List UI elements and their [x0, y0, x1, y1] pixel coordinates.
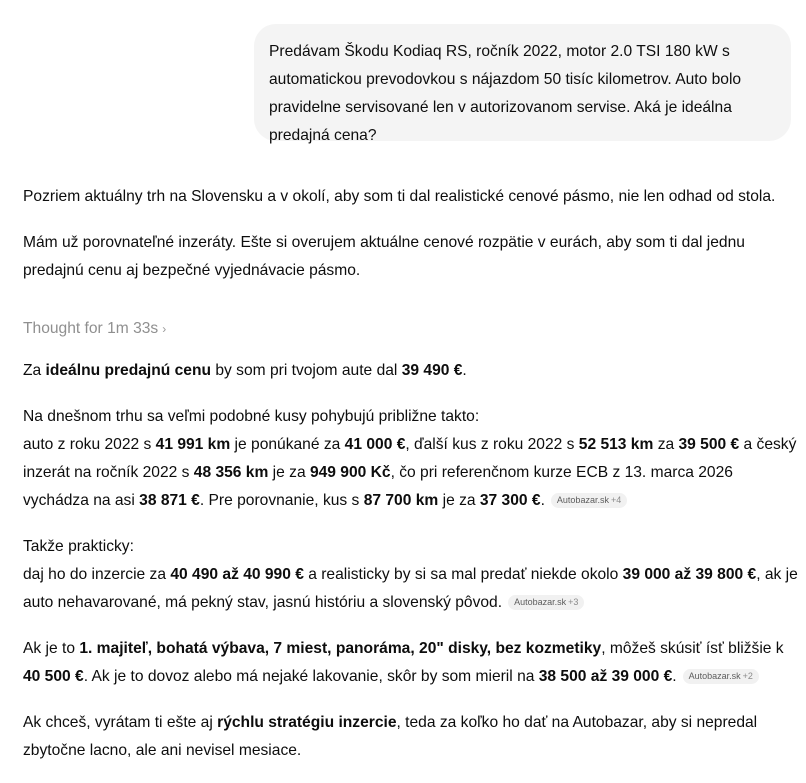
- source-citation-pill[interactable]: Autobazar.sk +2: [683, 669, 759, 684]
- user-message-bubble: [254, 24, 791, 144]
- assistant-intro-2: Mám už porovnateľné inzeráty. Ešte si overujem aktuálne cenové rozpätie v eurách, aby som ti dal jednu predajnú cenu aj bezpečné vyjednávacie pásmo.: [23, 234, 745, 279]
- assistant-intro-1: Pozriem aktuálny trh na Slovensku a v okolí, aby som ti dal realistické cenové pásmo, nie len odhad od stola.: [23, 188, 776, 205]
- source-citation-pill[interactable]: Autobazar.sk +4: [551, 493, 627, 508]
- answer-paragraph-2: Na dnešnom trhu sa veľmi podobné kusy pohybujú približne takto: auto z roku 2022 s 41 991 km je ponúkané za 41 000 €, ďalší kus z roku 2022 s 52 513 km za 39 500 € a český inzerát na ročník 2022 s 48 356 km je za 949 900 Kč, čo pri referenčnom kurze ECB z 13. marca 2026 vychádza na asi 38 871 €. Pre porovnanie, kus s 87 700 km je za 37 300 €. Autobazar.sk +4: [23, 408, 797, 509]
- user-message-text: Predávam Škodu Kodiaq RS, ročník 2022, motor 2.0 TSI 180 kW s automatickou prevodovkou s nájazdom 50 tisíc kilometrov. Auto bolo pravidelne servisované len v autorizovanom servise. Aká je ideálna predajná cena?: [269, 43, 742, 144]
- answer-paragraph-5: Ak chceš, vyrátam ti ešte aj rýchlu stratégiu inzercie, teda za koľko ho dať na Autobazar, aby si nepredal zbytočne lacno, ale ani nevisel mesiace.: [23, 714, 758, 759]
- chevron-right-icon: ›: [162, 322, 167, 336]
- thought-toggle[interactable]: [23, 315, 166, 343]
- thought-label: Thought for 1m 33s: [23, 320, 159, 337]
- answer-paragraph-1: Za ideálnu predajnú cenu by som pri tvojom aute dal 39 490 €.: [23, 362, 467, 379]
- answer-paragraph-3: Takže prakticky: daj ho do inzercie za 40 490 až 40 990 € a realisticky by si sa mal predať niekde okolo 39 000 až 39 800 €, ak je auto nehavarované, má pekný stav, jasnú históriu a slovenský pôvod. Autobazar.sk +3: [23, 538, 798, 611]
- source-citation-pill[interactable]: Autobazar.sk +3: [508, 595, 584, 610]
- assistant-response: [23, 183, 798, 783]
- answer-paragraph-4: Ak je to 1. majiteľ, bohatá výbava, 7 miest, panoráma, 20" disky, bez kozmetiky, môžeš skúsiť ísť bližšie k 40 500 €. Ak je to dovoz alebo má nejaké lakovanie, skôr by som mieril na 38 500 až 39 000 €. Autobazar.sk +2: [23, 640, 784, 685]
